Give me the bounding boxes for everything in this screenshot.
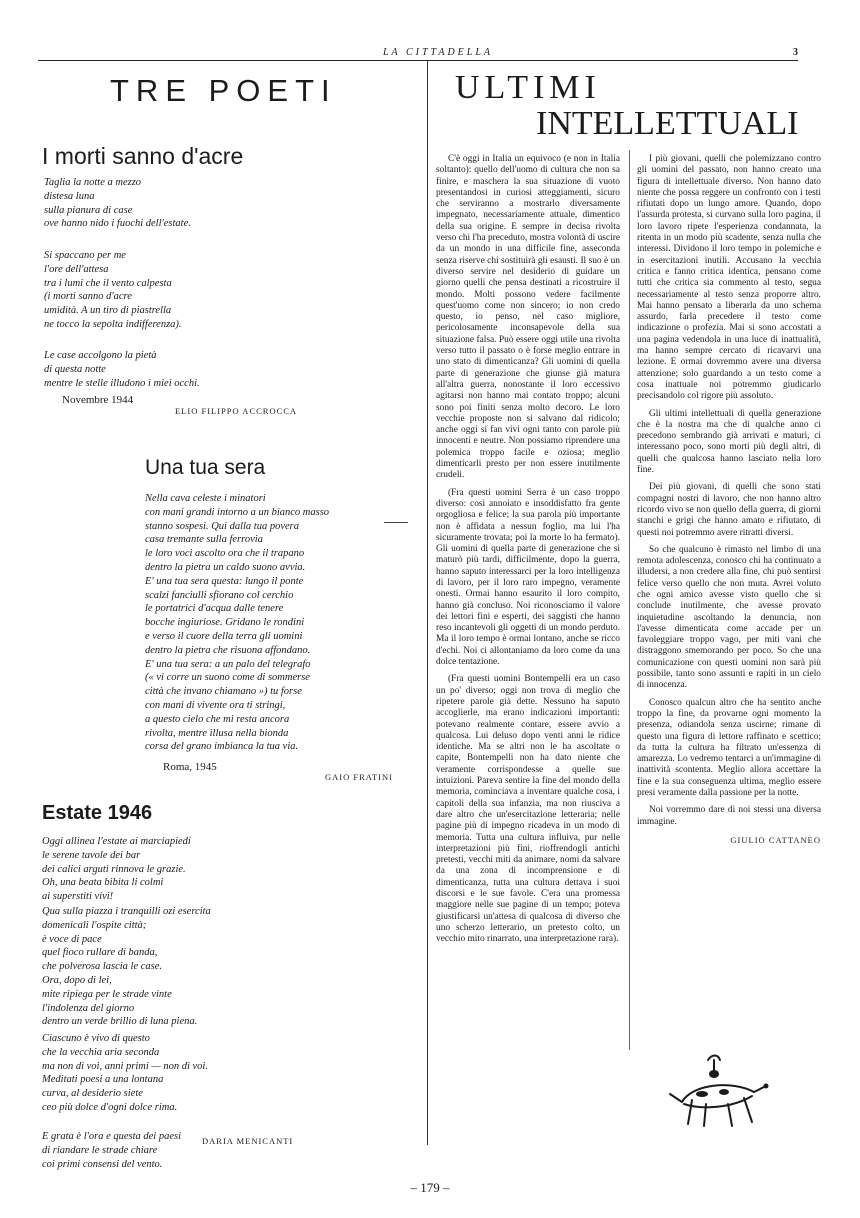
poem-title: I morti sanno d'acre: [42, 143, 244, 169]
poem-author: GAIO FRATINI: [325, 772, 393, 782]
paragraph: I più giovani, quelli che polemizzano contro gli uomini del passato, non hanno creato una figura di intellettuale diverso. Non hanno dato niente che possa reggere un confronto con i testi rifiutati dopo un lungo amore. Quando, dopo l'assurda protesta, si curvano sulla loro pagina, il loro lavoro ripete l'esperienza condannata, la ritenta in un modo più scadente, senza nulla che interessi. Dividono il loro tempo in polemiche e in esercitazioni inutili. Accusano la vecchia critica e fanno critica identica, pensano come tutti che critica sia commento al testo, segua necessariamente al testo senza proporre altro. Mai hanno pensato a liberarla da uno schema assurdo, farla precedere il testo come indicazione o profezia. Mai si sono accostati a una pagina vedendola in una luce di inattualità, ma hanno sempre cercato di ricavarvi una lezione. E ormai dovremmo avere una diversa attenzione; solo guardando a un testo come a cosa inattuale noi potremmo giudicarlo precisandolo col rigore più assoluto.: [637, 154, 821, 402]
article-title-line1: ULTIMI: [455, 69, 601, 106]
paragraph: C'è oggi in Italia un equivoco (e non in Italia soltanto): quello dell'uomo di cultura che non sa finire, e maschera la sua situazione di vuoto presentandosi in curiosi atteggiamenti, sicuro che serviranno a mostrarlo diversamente impegnato, necessariamente attuale, dimentico della sua origine. E sempre in decisa rivolta verso chi l'ha preceduto, mostra volontà di uscire da un mondo in una difficile fine, asseconda senza riserve chi sostituirà gli esausti. Il suo è un diverso servire nel desiderio di guidare un giorno quelli che pensa destinati a ricostruire il mondo. Molti possono vedere facilmente quest'uomo come non sincero; io non credo questo, io penso, nel caso migliore, pericolosamente inconsapevole della sua situazione falsa. Può essere oggi utile una rivolta verso tutto il passato o è forse meglio entrare in uno stato di dimenticanza? Gli uomini di quella parte di generazione che giunse già matura all'altra guerra, nonostante il loro eccessivo agitarsi non hanno mai contato troppo; alcuni sono poi finiti senza molto decoro. Le loro vecchie proposte non si salvano dal ridicolo; anche oggi si fan vivi ogni tanto con parole più innocenti e neutre. Non possiamo riprendere una polemica troppo facile e oziosa; meglio dimenticarli presto per non essere inutilmente crudeli.: [436, 154, 620, 481]
ink-figure-illustration: [662, 1050, 772, 1134]
poem-stanza: Nella cava celeste i minatori con mani grandi intorno a un bianco masso stanno sospesi. Qui dalla tua povera casa tremante sulla ferrovia le loro voci ascolto ora che il trapano dentro la pietra un caldo suono avvia. E' una tua sera questa: lungo il ponte scalzi fanciulli sfiorano col cerchio le portatrici d'acqua dalle tenere bocche ingiuriose. Gridano le rondini e verso il cuore della terra gli uomini dentro la pietra che risuona affondano. E' una tua sera: a un palo del telegrafo (« vi corre un suono come di sommerse città che invano chiamano ») tu forse con mani di vivente ora ti stringi, a questo cielo che mi resta ancora rivolta, mentre illusa nella bionda corsa del grano imbianca la tua via.: [145, 493, 330, 753]
paragraph: (Fra questi uomini Bontempelli era un caso un po' diverso; oggi non trova di meglio che ripetere parole già dette. Nessuno ha saputo accoglierle, ma erano indicazioni importanti: potevano realmente contare, essere avvio a qualcosa. Lui deluso dopo venti anni le ridice identiche. Ma se altri non le ha ascoltate o capite, Bontempelli non ha dato niente che veramente corrispondesse a quelle sue intuizioni. Pareva sentire la fine del mondo della memoria, cominciava a inventare qualche cosa, i capitoli della sua infanzia, ma non riusciva a dare altro che un'esercitazione letteraria; nelle pagine più di impegno ricadeva in un modo di memoria. Tutta una cultura influiva, pur nelle interpretazioni più fini, rioffrendogli antichi pretesti, vecchi miti da animare, nomi da salvare da una zona di incomprensione e di dimenticanza, tutta una cultura dettava i suoi discorsi e le sue favole. C'era una promessa maggiore nelle sue pagine di un tempo; poteva giustificarsi un'attesa di qualcosa di diverso che uno scherzo letterario, un pretesto colto, un vecchio mito rinarrato, una interpretazione rara).: [436, 674, 620, 945]
poem-stanza: Taglia la notte a mezzo distesa luna sulla pianura di case ove hanno nido i fuochi dell'estate.: [44, 177, 191, 230]
paragraph: Noi vorremmo dare di noi stessi una diversa immagine.: [637, 805, 821, 827]
paragraph: Gli ultimi intellettuali di quella generazione che è la nostra ma che di qualche anno ci precedono sembrando già arrivati e maturi, ci interessano poco, sono morti più degli altri, di quelli che qualcosa hanno lasciato nella loro fine.: [637, 408, 821, 476]
poem-stanza: Si spaccano per me l'ore dell'attesa tra i lumi che il vento calpesta (i morti sanno d'acre umidità. A un tiro di piastrella ne tocco la sepolta indifferenza).: [44, 250, 182, 330]
poem-stanza: Ciascuno è vivo di questo che la vecchia aria seconda ma non di voi, anni primi — non di voi. Meditati poesi a una lontana curva, al desiderio siete ceo più dolce d'ogni dolce rima.: [42, 1033, 208, 1113]
poem-author: DARIA MENICANTI: [202, 1136, 294, 1146]
poem-title: Una tua sera: [145, 456, 266, 479]
poem-stanza: Le case accolgono la pietà di questa notte mentre le stelle illudono i miei occhi.: [44, 350, 200, 389]
paragraph: Dei più giovani, di quelli che sono stati compagni nostri di lavoro, che non hanno altro ricordo vivo se non quello della guerra, di giorni stanchi e grigi che hanno amato e rifiutato, di questi noi potremmo avere ritratti diversi.: [637, 482, 821, 538]
poem-stanza: Oggi allinea l'estate ai marciapiedi le serene tavole dei bar dei calici arguti rinnova le grazie. Oh, una beata bibita li colmi ai superstiti vivi!: [42, 836, 191, 903]
article-title-line2: INTELLETTUALI: [536, 105, 799, 142]
header-page-number: 3: [793, 47, 798, 58]
article-column-2: [637, 154, 821, 846]
paragraph: (Fra questi uomini Serra è un caso troppo diverso: così annoiato e insoddisfatto fra gente orgogliosa e felice; la sua parola più importante non è affidata a nessun foglio, ma lui l'ha sicuramente trovata; poi la morte lo ha fermato). Gli uomini di quella parte di generazione che si maturò più tardi, difficilmente, dopo la guerra, hanno saputo interessarci per la loro intelligenza di lavoro, per il loro raro impegno, veramente onesti. Ormai hanno esaurito il loro compito, hanno già concluso. Noi riconosciamo il valore dei lettori fini e esperti, dei saggisti che hanno reso incantevoli gli oggetti di un mondo perduto. Ma il loro tempo è ormai lontano, anche se ricco d'echi. Noi ci allontaniamo da loro come da una dolce tentazione.: [436, 487, 620, 668]
poem-stanza: E grata è l'ora e questa dei paesi di riandare le strade chiare coi primi consensi del vento.: [42, 1131, 182, 1170]
column-divider: [427, 60, 428, 1145]
section-title: TRE POETI: [110, 73, 337, 108]
paragraph: Conosco qualcun altro che ha sentito anche troppo la fine, da provarne ogni momento la presenza, odiandola senza uscirne; rimane di questo una figura di lettore raffinato e scettico; da tutta la cultura ha filtrato un'essenza di amarezza. Lo vedremo tentarci a un'immagine di inattività scontenta. Meglio allora accettare la fine e la sua conseguenza ultima, meglio essere presi veramente dalla passione per la notte.: [637, 697, 821, 799]
poem-date: Novembre 1944: [62, 394, 134, 406]
paragraph: So che qualcuno è rimasto nel limbo di una remota adolescenza, conosco chi ha continuato a illudersi, a non credere alla fine, chi può sentirsi felice verso quello che non muta. Avrei voluto che ogni amico avesse visto quello che si conclude inutilmente, che avesse provato inquietudine ascoltando la denuncia, non l'avesse dimenticata come accade per un favoleggiare troppo vago, per miti vani che distraggono smemorando per poco. So che una comunicazione con questi uomini non sarà più possibile, tanto sono assunti e rapiti in un cielo di innocenza.: [637, 544, 821, 691]
divider: [384, 522, 408, 523]
poem-stanza: Qua sulla piazza i tranquilli ozi esercita domenicali l'ospite città; è voce di pace quel fioco rullare di banda, che polverosa lascia le case. Ora, dopo di lei, mite ripiega per le strade vinte l'indolenza del giorno dentro un verde brillio di luna piena.: [42, 906, 211, 1028]
poem-title: Estate 1946: [42, 802, 153, 824]
article-column-1: [436, 154, 620, 951]
poem-date: Roma, 1945: [163, 761, 217, 773]
article-column-divider: [629, 150, 630, 1050]
article-author: GIULIO CATTANEO: [730, 834, 821, 845]
page-header: [38, 46, 798, 61]
masthead: LA CITTADELLA: [382, 47, 494, 58]
poem-author: ELIO FILIPPO ACCROCCA: [175, 406, 298, 416]
page-number: – 179 –: [410, 1180, 450, 1195]
